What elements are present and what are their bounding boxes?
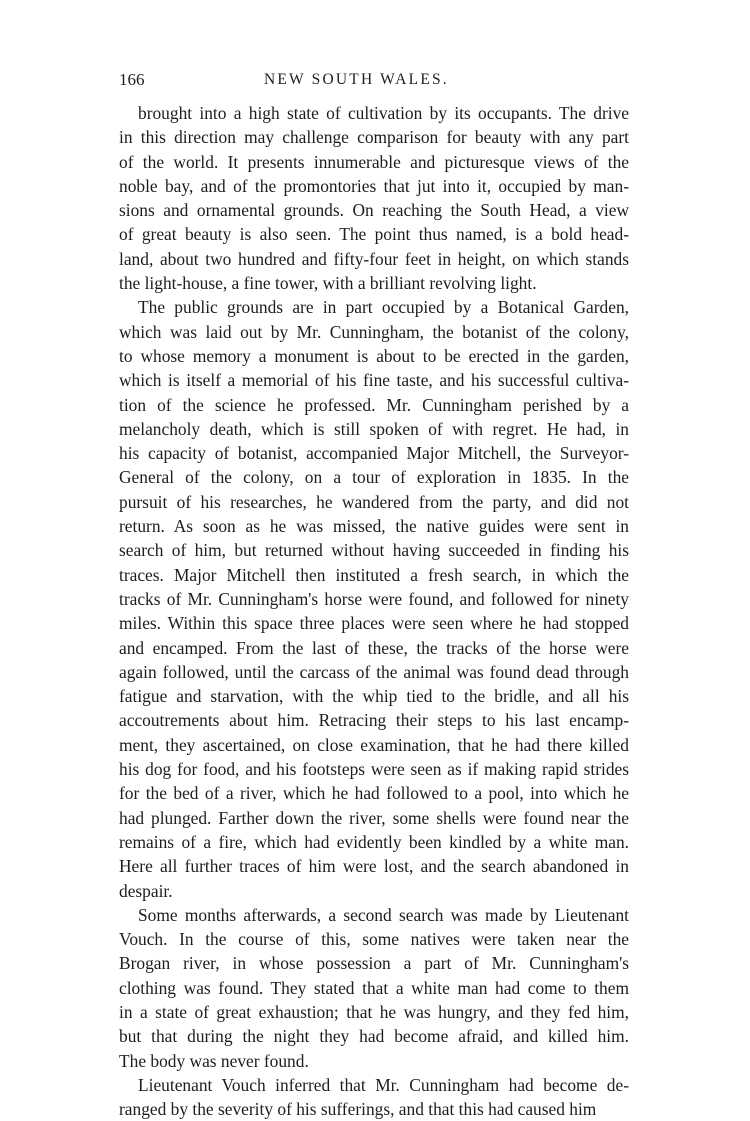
page-number: 166 — [119, 70, 145, 89]
text-line: of great beauty is also seen. The point thus named, is a bold head- — [119, 224, 629, 245]
text-line: Here all further traces of him were lost, and the search abandoned in — [119, 856, 629, 877]
text-line: but that during the night they had become afraid, and killed him. — [119, 1026, 629, 1047]
body-text — [119, 101, 629, 1121]
text-line: remains of a fire, which had evidently been kindled by a white man. — [119, 831, 629, 852]
text-line: again followed, until the carcass of the animal was found dead through — [119, 661, 629, 682]
text-line: of the world. It presents innumerable and picturesque views of the — [119, 151, 629, 172]
text-line: The public grounds are in part occupied by a Botanical Garden, — [138, 297, 629, 318]
text-line: the light-house, a fine tower, with a brilliant revolving light. — [119, 273, 537, 294]
text-line: traces. Major Mitchell then instituted a fresh search, in which the — [119, 564, 629, 585]
text-line: pursuit of his researches, he wandered from the party, and did not — [119, 491, 629, 512]
text-line: in a state of great exhaustion; that he was hungry, and they fed him, — [119, 1001, 629, 1022]
text-line: Brogan river, in whose possession a part of Mr. Cunningham's — [119, 953, 629, 974]
text-line: return. As soon as he was missed, the native guides were sent in — [119, 516, 629, 537]
text-line: despair. — [119, 880, 173, 901]
text-line: ranged by the severity of his sufferings, and that this had caused him — [119, 1099, 597, 1120]
text-line: accoutrements about him. Retracing their steps to his last encamp- — [119, 710, 629, 731]
text-line: miles. Within this space three places were seen where he had stopped — [119, 613, 629, 634]
paragraph — [119, 1073, 629, 1121]
text-line: Some months afterwards, a second search was made by Lieutenant — [138, 904, 629, 925]
text-line: in this direction may challenge comparison for beauty with any part — [119, 127, 629, 148]
running-head: NEW SOUTH WALES. — [264, 71, 449, 88]
text-line: General of the colony, on a tour of exploration in 1835. In the — [119, 467, 629, 488]
paragraph — [119, 101, 629, 295]
text-line: brought into a high state of cultivation by its occupants. The drive — [138, 103, 629, 123]
text-line: melancholy death, which is still spoken of with regret. He had, in — [119, 418, 629, 439]
paragraph — [119, 295, 629, 902]
text-line: fatigue and starvation, with the whip tied to the bridle, and all his — [119, 686, 629, 707]
text-line: The body was never found. — [119, 1050, 309, 1071]
text-line: which was laid out by Mr. Cunningham, the botanist of the colony, — [119, 321, 629, 342]
text-line: Lieutenant Vouch inferred that Mr. Cunningham had become de- — [138, 1074, 629, 1095]
text-line: tion of the science he professed. Mr. Cunningham perished by a — [119, 394, 629, 415]
text-line: tracks of Mr. Cunningham's horse were found, and followed for ninety — [119, 588, 629, 609]
text-line: which is itself a memorial of his fine taste, and his successful cultiva- — [119, 370, 629, 391]
text-line: noble bay, and of the promontories that jut into it, occupied by man- — [119, 175, 629, 196]
text-line: Vouch. In the course of this, some natives were taken near the — [119, 929, 629, 950]
text-line: land, about two hundred and fifty-four feet in height, on which stands — [119, 248, 629, 269]
text-line: and encamped. From the last of these, the tracks of the horse were — [119, 637, 629, 658]
text-line: to whose memory a monument is about to be erected in the garden, — [119, 345, 629, 366]
text-line: search of him, but returned without having succeeded in finding his — [119, 540, 629, 561]
text-line: sions and ornamental grounds. On reaching the South Head, a view — [119, 200, 629, 221]
text-line: had plunged. Farther down the river, some shells were found near the — [119, 807, 629, 828]
page-header — [119, 66, 629, 94]
paragraph — [119, 903, 629, 1073]
text-line: clothing was found. They stated that a white man had come to them — [119, 977, 629, 998]
text-line: his capacity of botanist, accompanied Major Mitchell, the Surveyor- — [119, 443, 629, 464]
text-line: his dog for food, and his footsteps were seen as if making rapid strides — [119, 759, 629, 780]
text-line: for the bed of a river, which he had followed to a pool, into which he — [119, 783, 629, 804]
text-line: ment, they ascertained, on close examination, that he had there killed — [119, 734, 629, 755]
